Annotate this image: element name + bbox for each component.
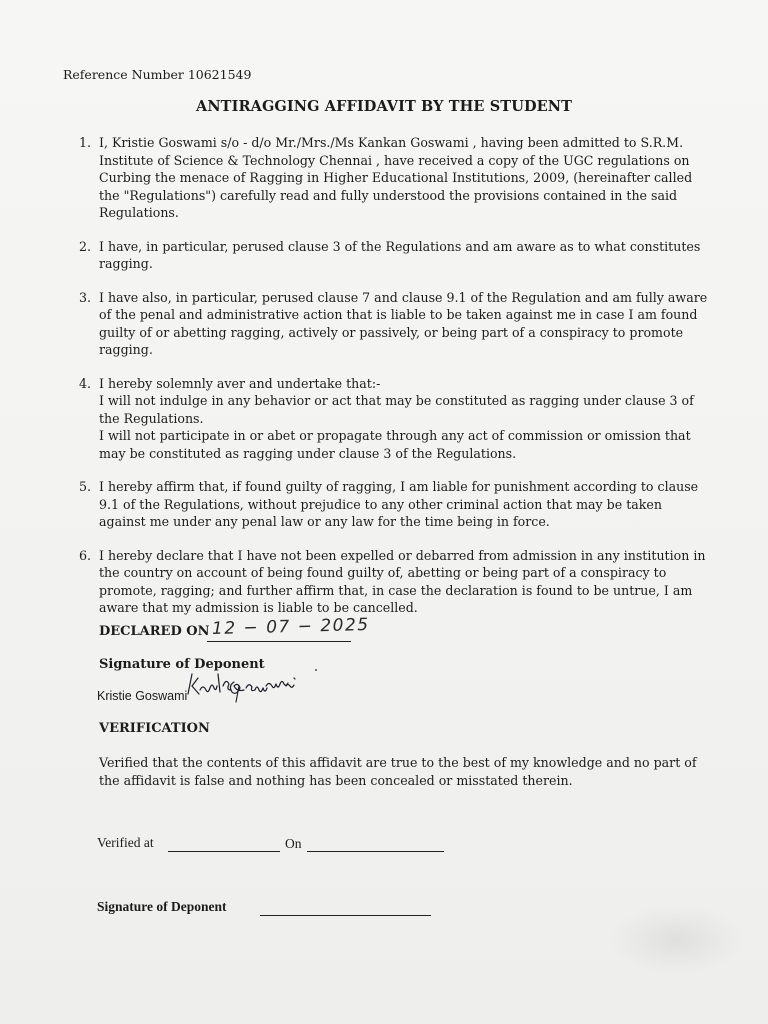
clause-item (79, 289, 709, 359)
signature-label-bottom: Signature of Deponent (97, 899, 227, 914)
clause-line: ragging. (99, 256, 153, 271)
clause-line: of the penal and administrative action that is liable to be taken against me in case I am found (99, 307, 698, 322)
clause-line: Regulations. (99, 205, 179, 220)
clause-item (79, 478, 709, 531)
verified-at-label: Verified at (97, 835, 154, 850)
clause-line: Curbing the menace of Ragging in Higher Educational Institutions, 2009, (hereinafter called (99, 170, 693, 185)
clause-line: I hereby affirm that, if found guilty of ragging, I am liable for punishment according to clause (99, 479, 699, 494)
clause-line: I will not participate in or abet or propagate through any act of commission or omission that (99, 428, 691, 443)
clause-line: I will not indulge in any behavior or act that may be constituted as ragging under clause 3 of (99, 393, 694, 408)
clause-line: I have also, in particular, perused clause 7 and clause 9.1 of the Regulation and am fully aware (99, 289, 708, 305)
declared-on-underline (207, 641, 351, 642)
clause-line: promote, ragging; and further affirm that, in case the declaration is found to be untrue, I am (99, 582, 693, 598)
paper-smudge (612, 905, 742, 975)
clause-list (79, 134, 709, 633)
clause-line: Institute of Science & Technology Chennai , have received a copy of the UGC regulations on (99, 152, 690, 168)
clause-item (79, 134, 709, 222)
clause-line: 9.1 of the Regulations, without prejudice to any other criminal action that may be taken (99, 496, 662, 512)
on-date-blank (307, 851, 444, 852)
signature-blank (260, 915, 431, 916)
deponent-name: Kristie Goswami (97, 689, 188, 703)
clause-line: guilty of or abetting ragging, actively or passively, or being part of a conspiracy to promote (99, 324, 684, 340)
signature-label: Signature of Deponent (99, 657, 265, 672)
document-title: ANTIRAGGING AFFIDAVIT BY THE STUDENT (195, 98, 573, 115)
clause-line: the "Regulations") carefully read and fully understood the provisions contained in the said (99, 187, 678, 203)
clause-number: 3. (79, 289, 92, 305)
clause-number: 4. (79, 375, 92, 391)
verified-at-blank (168, 851, 280, 852)
clause-number: 1. (79, 135, 92, 150)
clause-line: I hereby declare that I have not been expelled or debarred from admission in any institution in (99, 547, 706, 563)
handwritten-date: 12 − 07 − 2025 (211, 614, 370, 640)
clause-line: ragging. (99, 342, 153, 357)
clause-line: I, Kristie Goswami s/o - d/o Mr./Mrs./Ms Kankan Goswami , having been admitted to S.R.M. (99, 135, 684, 150)
clause-item (79, 375, 709, 463)
clause-line: the country on account of being found guilty of, abetting or being part of a conspiracy to (99, 565, 667, 580)
clause-line: aware that my admission is liable to be cancelled. (99, 600, 418, 615)
on-label: On (285, 836, 302, 851)
clause-line: I hereby solemnly aver and undertake that:- (99, 375, 381, 391)
declared-on-label: DECLARED ON (99, 624, 210, 639)
handwritten-signature (182, 664, 322, 704)
clause-item (79, 238, 709, 273)
clause-line: the Regulations. (99, 410, 204, 426)
clause-line: I have, in particular, perused clause 3 of the Regulations and am aware as to what constitutes (99, 238, 701, 254)
clause-number: 2. (79, 238, 92, 254)
reference-number: Reference Number 10621549 (63, 67, 252, 82)
clause-line: against me under any penal law or any law for the time being in force. (99, 514, 550, 529)
clause-number: 6. (79, 547, 92, 563)
verification-heading: VERIFICATION (99, 721, 210, 736)
clause-number: 5. (79, 479, 92, 494)
clause-line: may be constituted as ragging under clause 3 of the Regulations. (99, 445, 517, 461)
clause-item (79, 547, 709, 617)
verification-text: Verified that the contents of this affidavit are true to the best of my knowledge and no part of the affidavit is false and nothing has been concealed or misstated therein. (99, 755, 697, 788)
